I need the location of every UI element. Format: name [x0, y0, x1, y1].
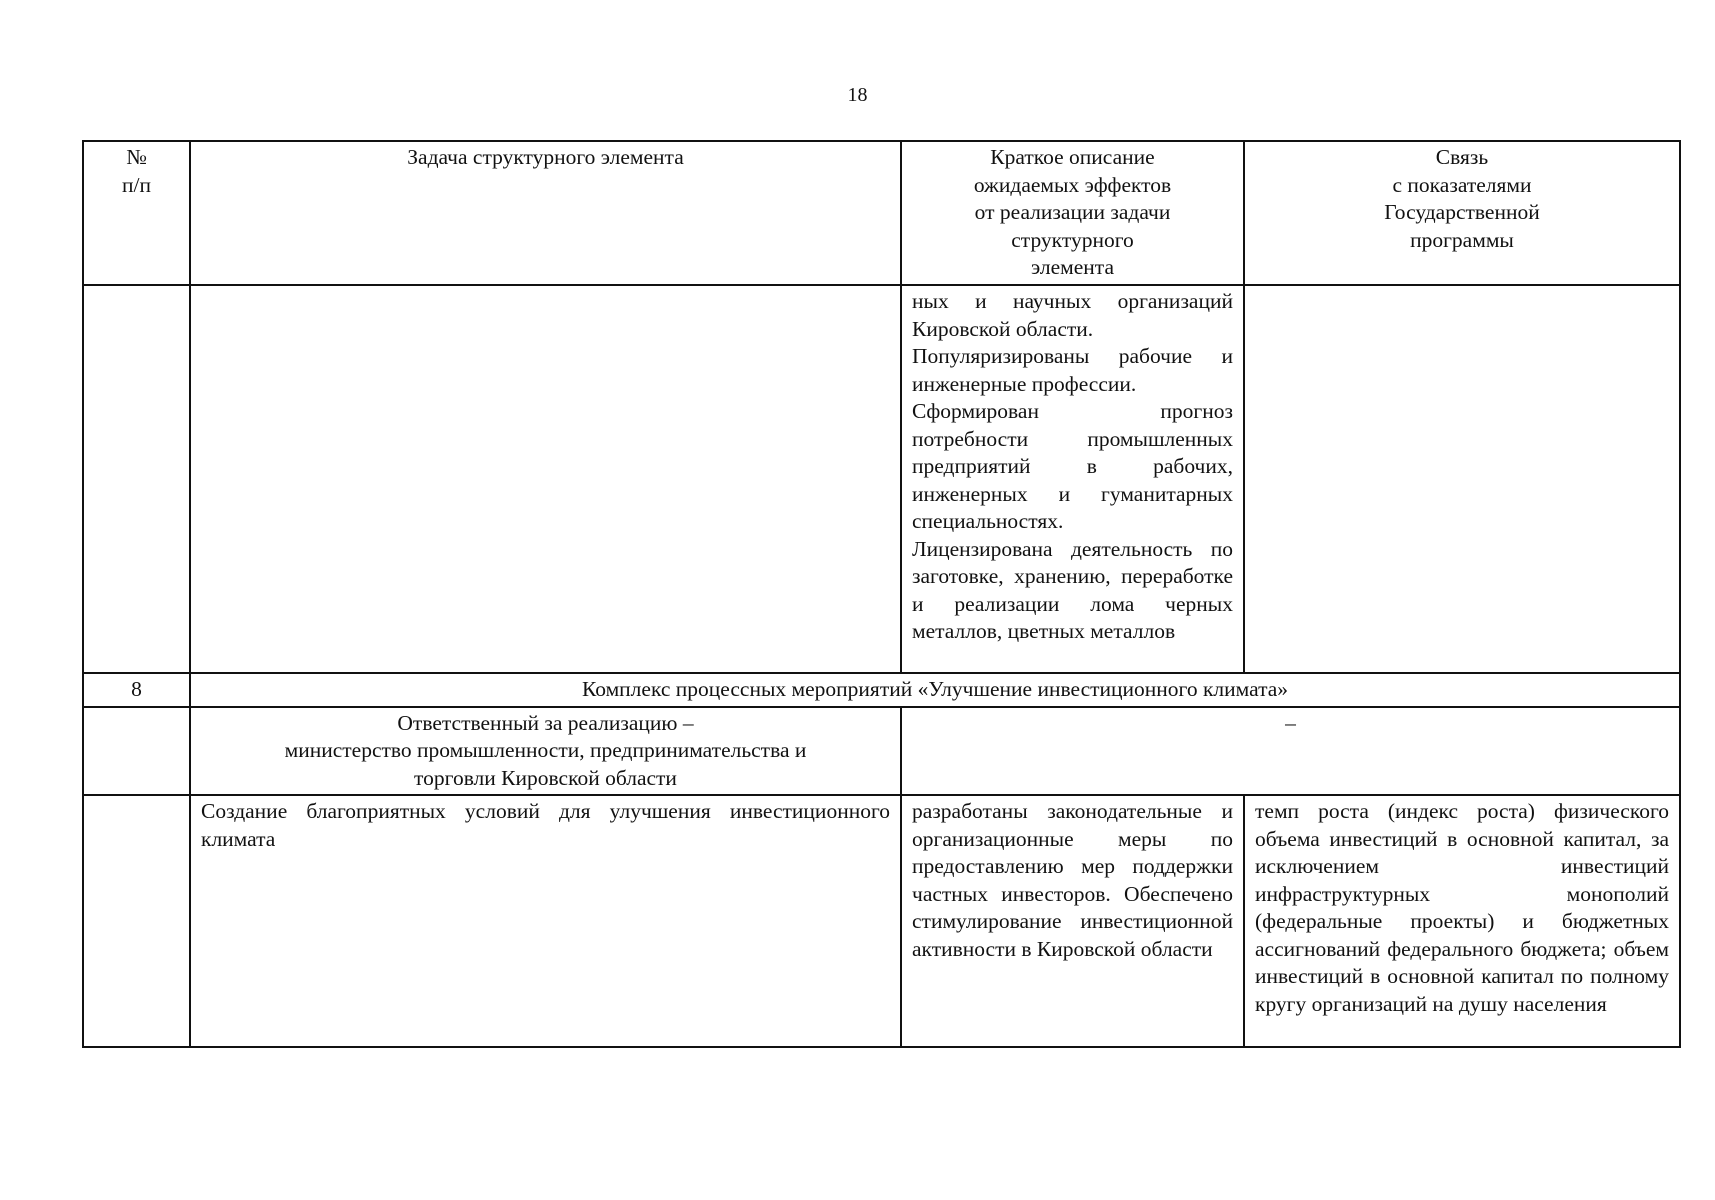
header-effects — [901, 141, 1244, 285]
responsible-row — [83, 707, 1680, 796]
cont-effects-cell — [901, 285, 1244, 673]
header-link — [1244, 141, 1680, 285]
task-link-cell — [1244, 795, 1680, 1047]
responsible-value-cell — [901, 707, 1680, 796]
effects-paragraph: ных и научных организаций Кировской области. — [912, 289, 1233, 341]
section-title: Комплекс процессных мероприятий «Улучшение инвестиционного климата» — [190, 673, 1680, 707]
task-number-cell — [83, 795, 190, 1047]
cont-task-cell — [190, 285, 901, 673]
table-row — [83, 795, 1680, 1047]
header-number-label: № п/п — [122, 145, 151, 197]
header-task — [190, 141, 901, 285]
cont-link-cell — [1244, 285, 1680, 673]
page-number: 18 — [847, 84, 868, 106]
task-effects-text: разработаны законодательные и организационные меры по предоставлению мер поддержки частных инвесторов. Обеспечено стимулирование инвестиционной активности в Кировской области — [912, 799, 1233, 961]
responsible-label: Ответственный за реализацию – министерство промышленности, предпринимательства и торговли Кировской области — [284, 710, 807, 790]
task-text: Создание благоприятных условий для улучшения инвестиционного климата — [201, 799, 890, 851]
task-link-text: темп роста (индекс роста) физического объема инвестиций в основной капитал, за исключением инвестиций инфраструктурных монополий (федеральные проекты) и бюджетных ассигнований федерального бюджета; объем инвестиций в основной капитал по полному кругу организаций на душу населения — [1255, 799, 1669, 1016]
responsible-value: – — [1285, 710, 1296, 735]
table-header-row — [83, 141, 1680, 285]
section-row — [83, 673, 1680, 707]
effects-paragraph: Сформирован прогноз потребности промышленных предприятий в рабочих, инженерных и гуманитарных специальностях. — [912, 399, 1233, 533]
header-link-label: Связь с показателями Государственной программы — [1384, 145, 1540, 252]
header-effects-label: Краткое описание ожидаемых эффектов от реализации задачи структурного элемента — [973, 145, 1172, 279]
task-cell — [190, 795, 901, 1047]
table-row — [83, 285, 1680, 673]
section-number: 8 — [83, 673, 190, 707]
responsible-number-cell — [83, 707, 190, 796]
header-number — [83, 141, 190, 285]
effects-paragraph: Лицензирована деятельность по заготовке, хранению, переработке и реализации лома черных металлов, цветных металлов — [912, 536, 1233, 643]
program-table — [82, 140, 1681, 1048]
task-effects-cell — [901, 795, 1244, 1047]
effects-paragraph: Популяризированы рабочие и инженерные профессии. — [912, 344, 1233, 396]
cont-number-cell — [83, 285, 190, 673]
header-task-label: Задача структурного элемента — [407, 145, 684, 169]
responsible-text — [190, 707, 901, 796]
